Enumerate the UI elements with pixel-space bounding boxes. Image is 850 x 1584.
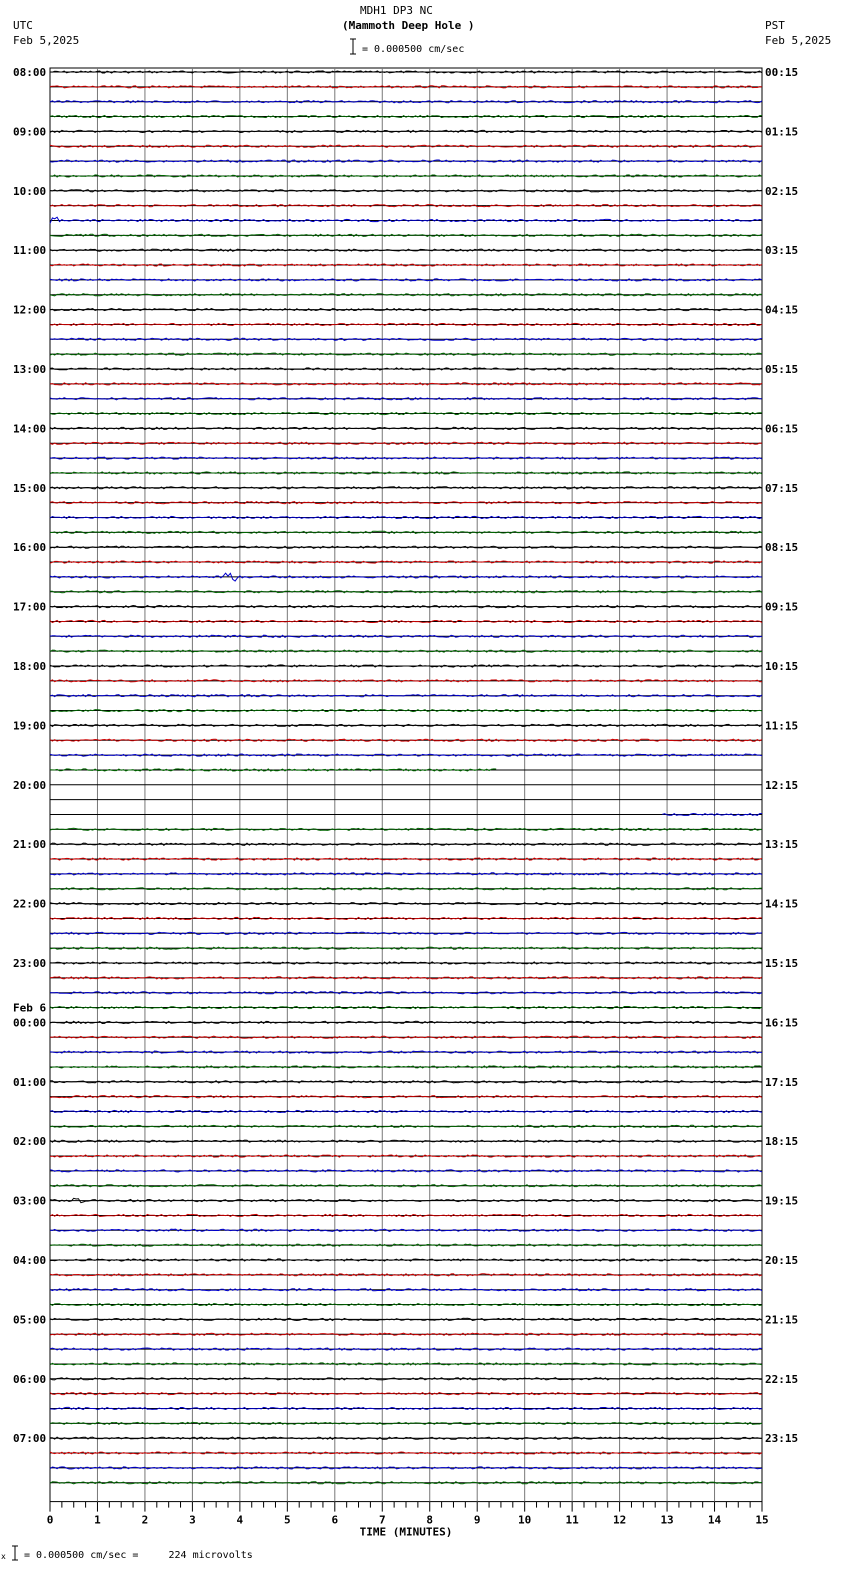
trace-line xyxy=(50,903,762,905)
trace-line xyxy=(50,695,762,697)
trace-line xyxy=(50,160,762,162)
utc-hour-label: 23:00 xyxy=(13,957,47,970)
footer-scale-text: = 0.000500 cm/sec = 224 microvolts xyxy=(24,1550,253,1561)
pst-hour-label: 09:15 xyxy=(765,600,799,614)
pst-hour-label: 22:15 xyxy=(765,1372,799,1386)
utc-hour-label: 14:00 xyxy=(13,422,47,436)
utc-hour-label: 13:00 xyxy=(13,363,47,376)
utc-hour-label: 18:00 xyxy=(13,660,47,673)
pst-hour-label: 18:15 xyxy=(765,1135,799,1149)
utc-hour-label: 10:00 xyxy=(13,184,47,198)
x-tick-label: 15 xyxy=(755,1513,769,1527)
pst-hour-label: 04:15 xyxy=(765,303,799,317)
pst-hour-label: 20:15 xyxy=(765,1254,799,1267)
trace-line xyxy=(50,1289,762,1291)
pst-hour-label: 05:15 xyxy=(765,363,799,376)
pst-hour-label: 17:15 xyxy=(765,1075,799,1089)
utc-hour-label: 05:00 xyxy=(13,1313,47,1327)
pst-hour-label: 02:15 xyxy=(765,184,799,198)
x-tick-label: 7 xyxy=(378,1513,386,1527)
utc-hour-label: 16:00 xyxy=(13,541,47,555)
trace-line xyxy=(50,1170,762,1172)
pst-hour-label: 21:15 xyxy=(765,1313,799,1327)
date-change-label: Feb 6 xyxy=(13,1001,47,1015)
utc-hour-label: 02:00 xyxy=(13,1135,47,1149)
trace-line xyxy=(50,1155,762,1157)
pst-hour-label: 10:15 xyxy=(765,660,799,673)
trace-line xyxy=(50,591,762,593)
utc-hour-label: 15:00 xyxy=(13,481,47,495)
scale-text: = 0.000500 cm/sec xyxy=(362,44,465,55)
utc-hour-label: 03:00 xyxy=(13,1194,47,1208)
station-location: (Mammoth Deep Hole ) xyxy=(342,19,475,32)
utc-label: UTC xyxy=(13,19,33,32)
pst-hour-label: 11:15 xyxy=(765,719,799,733)
pst-label: PST xyxy=(765,19,785,32)
trace-line xyxy=(50,1259,762,1261)
pst-hour-label: 14:15 xyxy=(765,897,799,911)
pst-hour-label: 06:15 xyxy=(765,422,799,436)
utc-hour-label: 22:00 xyxy=(13,897,47,911)
utc-hour-label: 04:00 xyxy=(13,1254,47,1267)
utc-hour-label: 08:00 xyxy=(13,66,47,79)
utc-hour-label: 11:00 xyxy=(13,244,47,258)
x-tick-label: 0 xyxy=(46,1513,54,1527)
utc-hour-label: 20:00 xyxy=(13,778,47,792)
utc-hour-label: 12:00 xyxy=(13,303,47,317)
station-title: MDH1 DP3 NC xyxy=(360,4,433,17)
x-tick-label: 5 xyxy=(284,1513,291,1527)
trace-line xyxy=(50,873,762,875)
x-tick-label: 13 xyxy=(660,1513,674,1527)
utc-hour-label: 19:00 xyxy=(13,719,47,733)
x-tick-label: 9 xyxy=(473,1513,481,1527)
x-tick-label: 14 xyxy=(707,1513,722,1527)
utc-hour-label: 01:00 xyxy=(13,1075,47,1089)
pst-hour-label: 16:15 xyxy=(765,1016,799,1030)
pst-date: Feb 5,2025 xyxy=(765,34,832,47)
x-tick-label: 4 xyxy=(236,1513,244,1527)
trace-line xyxy=(50,383,762,385)
utc-hour-label: 09:00 xyxy=(13,125,47,139)
pst-hour-label: 15:15 xyxy=(765,957,799,970)
utc-date: Feb 5,2025 xyxy=(13,34,80,47)
trace-line xyxy=(50,130,762,132)
footer-scale-bar-icon xyxy=(0,1544,22,1562)
trace-line xyxy=(50,1066,762,1068)
utc-hour-label: 06:00 xyxy=(13,1372,47,1386)
trace-line xyxy=(50,1198,762,1202)
pst-hour-label: 07:15 xyxy=(765,481,799,495)
trace-line xyxy=(50,1244,762,1246)
x-tick-label: 8 xyxy=(426,1513,434,1527)
pst-hour-label: 00:15 xyxy=(765,66,799,79)
pst-hour-label: 08:15 xyxy=(765,541,799,555)
trace-line xyxy=(50,398,762,400)
pst-hour-label: 12:15 xyxy=(765,778,799,792)
x-tick-label: 3 xyxy=(189,1513,196,1527)
x-tick-label: 10 xyxy=(518,1513,532,1527)
pst-hour-label: 01:15 xyxy=(765,125,799,139)
utc-hour-label: 21:00 xyxy=(13,838,47,852)
utc-hour-label: 17:00 xyxy=(13,600,47,614)
trace-line xyxy=(50,487,762,489)
svg-text:x: x xyxy=(1,1552,6,1561)
utc-hour-label: 00:00 xyxy=(13,1016,47,1030)
x-tick-label: 1 xyxy=(94,1513,101,1527)
trace-line xyxy=(50,86,762,88)
x-tick-label: 11 xyxy=(565,1513,579,1527)
x-tick-label: 2 xyxy=(141,1513,149,1527)
x-axis-label: TIME (MINUTES) xyxy=(359,1525,453,1539)
pst-hour-label: 13:15 xyxy=(765,838,799,852)
pst-hour-label: 23:15 xyxy=(765,1432,799,1446)
pst-hour-label: 19:15 xyxy=(765,1194,799,1208)
x-tick-label: 12 xyxy=(612,1513,627,1527)
pst-hour-label: 03:15 xyxy=(765,244,799,258)
x-tick-label: 6 xyxy=(331,1513,339,1527)
utc-hour-label: 07:00 xyxy=(13,1432,47,1446)
